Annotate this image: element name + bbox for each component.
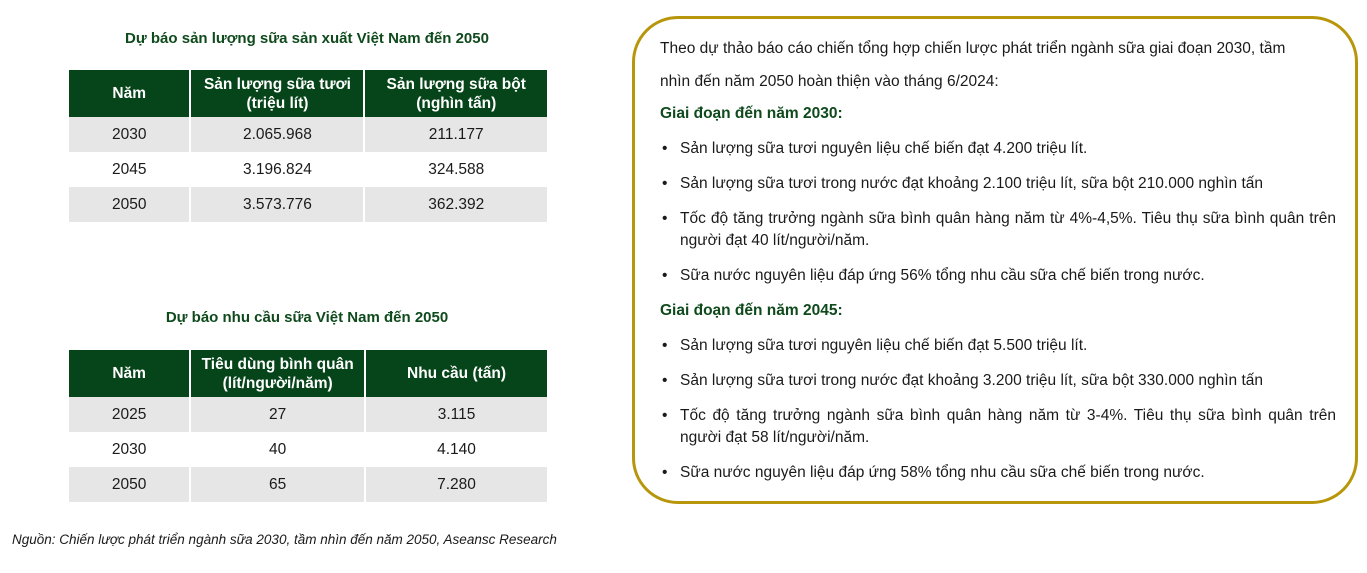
cell-fresh-milk: 3.196.824 [242,160,312,178]
list-item: • Sữa nước nguyên liệu đáp ứng 56% tổng nhu cầu sữa chế biến trong nước. [660,265,1340,287]
strategy-callout-content [660,36,1340,484]
header-per-capita: Tiêu dùng bình quân (lít/người/năm) [191,350,364,397]
bullet-icon: • [662,267,668,284]
cell-per-capita: 65 [191,467,364,502]
cell-demand: 3.115 [366,397,547,432]
intro-line-1: Theo dự thảo báo cáo chiến tổng hợp chiến lược phát triển ngành sữa giai đoạn 2030, tầm [660,40,1286,57]
bullet-list-2045 [660,335,1340,484]
table-header-row [69,350,547,397]
cell-demand: 4.140 [437,440,476,458]
list-item: • Tốc độ tăng trưởng ngành sữa bình quân hàng năm từ 4%-4,5%. Tiêu thụ sữa bình quân trên người đạt 40 lít/người/năm. [662,210,1336,249]
table-row [69,152,547,187]
table-row [69,432,547,467]
demand-forecast-table [67,350,549,502]
source-note: Nguồn: Chiến lược phát triển ngành sữa 2030, tầm nhìn đến năm 2050, Aseansc Research [12,532,557,547]
bullet-icon: • [662,337,668,354]
cell-fresh-milk: 2.065.968 [191,117,363,152]
cell-demand: 7.280 [366,467,547,502]
table-row [69,117,547,152]
list-item: • Sữa nước nguyên liệu đáp ứng 58% tổng nhu cầu sữa chế biến trong nước. [660,462,1340,484]
cell-powdered-milk: 362.392 [365,187,547,222]
header-demand: Nhu cầu (tấn) [366,350,547,397]
cell-year: 2050 [69,467,189,502]
cell-year: 2030 [69,117,189,152]
bullet-icon: • [662,175,668,192]
section-heading-2030: Giai đoạn đến năm 2030: [660,105,843,122]
cell-year: 2050 [69,187,189,222]
cell-year: 2025 [69,397,189,432]
list-item: • Sản lượng sữa tươi trong nước đạt khoảng 3.200 triệu lít, sữa bột 330.000 nghìn tấn [660,370,1340,392]
header-year: Năm [69,350,189,397]
cell-per-capita: 27 [191,397,364,432]
cell-powdered-milk: 324.588 [428,160,485,178]
list-item: • Sản lượng sữa tươi trong nước đạt khoảng 2.100 triệu lít, sữa bột 210.000 nghìn tấn [660,173,1340,195]
header-year: Năm [69,70,189,117]
production-forecast-table [67,70,549,222]
cell-year: 2030 [111,440,147,458]
list-item: • Sản lượng sữa tươi nguyên liệu chế biến đạt 4.200 triệu lít. [660,138,1340,160]
cell-per-capita: 40 [269,440,287,458]
cell-year: 2045 [111,160,147,178]
header-fresh-milk: Sản lượng sữa tươi (triệu lít) [191,70,363,117]
bullet-icon: • [662,407,668,424]
list-item: • Sản lượng sữa tươi nguyên liệu chế biến đạt 5.500 triệu lít. [660,335,1340,357]
bullet-list-2030 [660,138,1340,287]
table-row [69,467,547,502]
table-row [69,397,547,432]
bullet-icon: • [662,464,668,481]
table2-title: Dự báo nhu cầu sữa Việt Nam đến 2050 [165,309,449,326]
bullet-icon: • [662,372,668,389]
table-header-row [69,70,547,117]
cell-fresh-milk: 3.573.776 [191,187,363,222]
bullet-icon: • [662,210,668,227]
table1-title: Dự báo sản lượng sữa sản xuất Việt Nam đến 2050 [125,30,489,47]
table-row [69,187,547,222]
bullet-icon: • [662,140,668,157]
intro-line-2: nhìn đến năm 2050 hoàn thiện vào tháng 6/2024: [660,73,999,90]
section-heading-2045: Giai đoạn đến năm 2045: [660,302,843,319]
cell-powdered-milk: 211.177 [365,117,547,152]
header-powdered-milk: Sản lượng sữa bột (nghìn tấn) [365,70,547,117]
list-item: • Tốc độ tăng trưởng ngành sữa bình quân hàng năm từ 3-4%. Tiêu thụ sữa bình quân trên người đạt 58 lít/người/năm. [662,407,1336,446]
